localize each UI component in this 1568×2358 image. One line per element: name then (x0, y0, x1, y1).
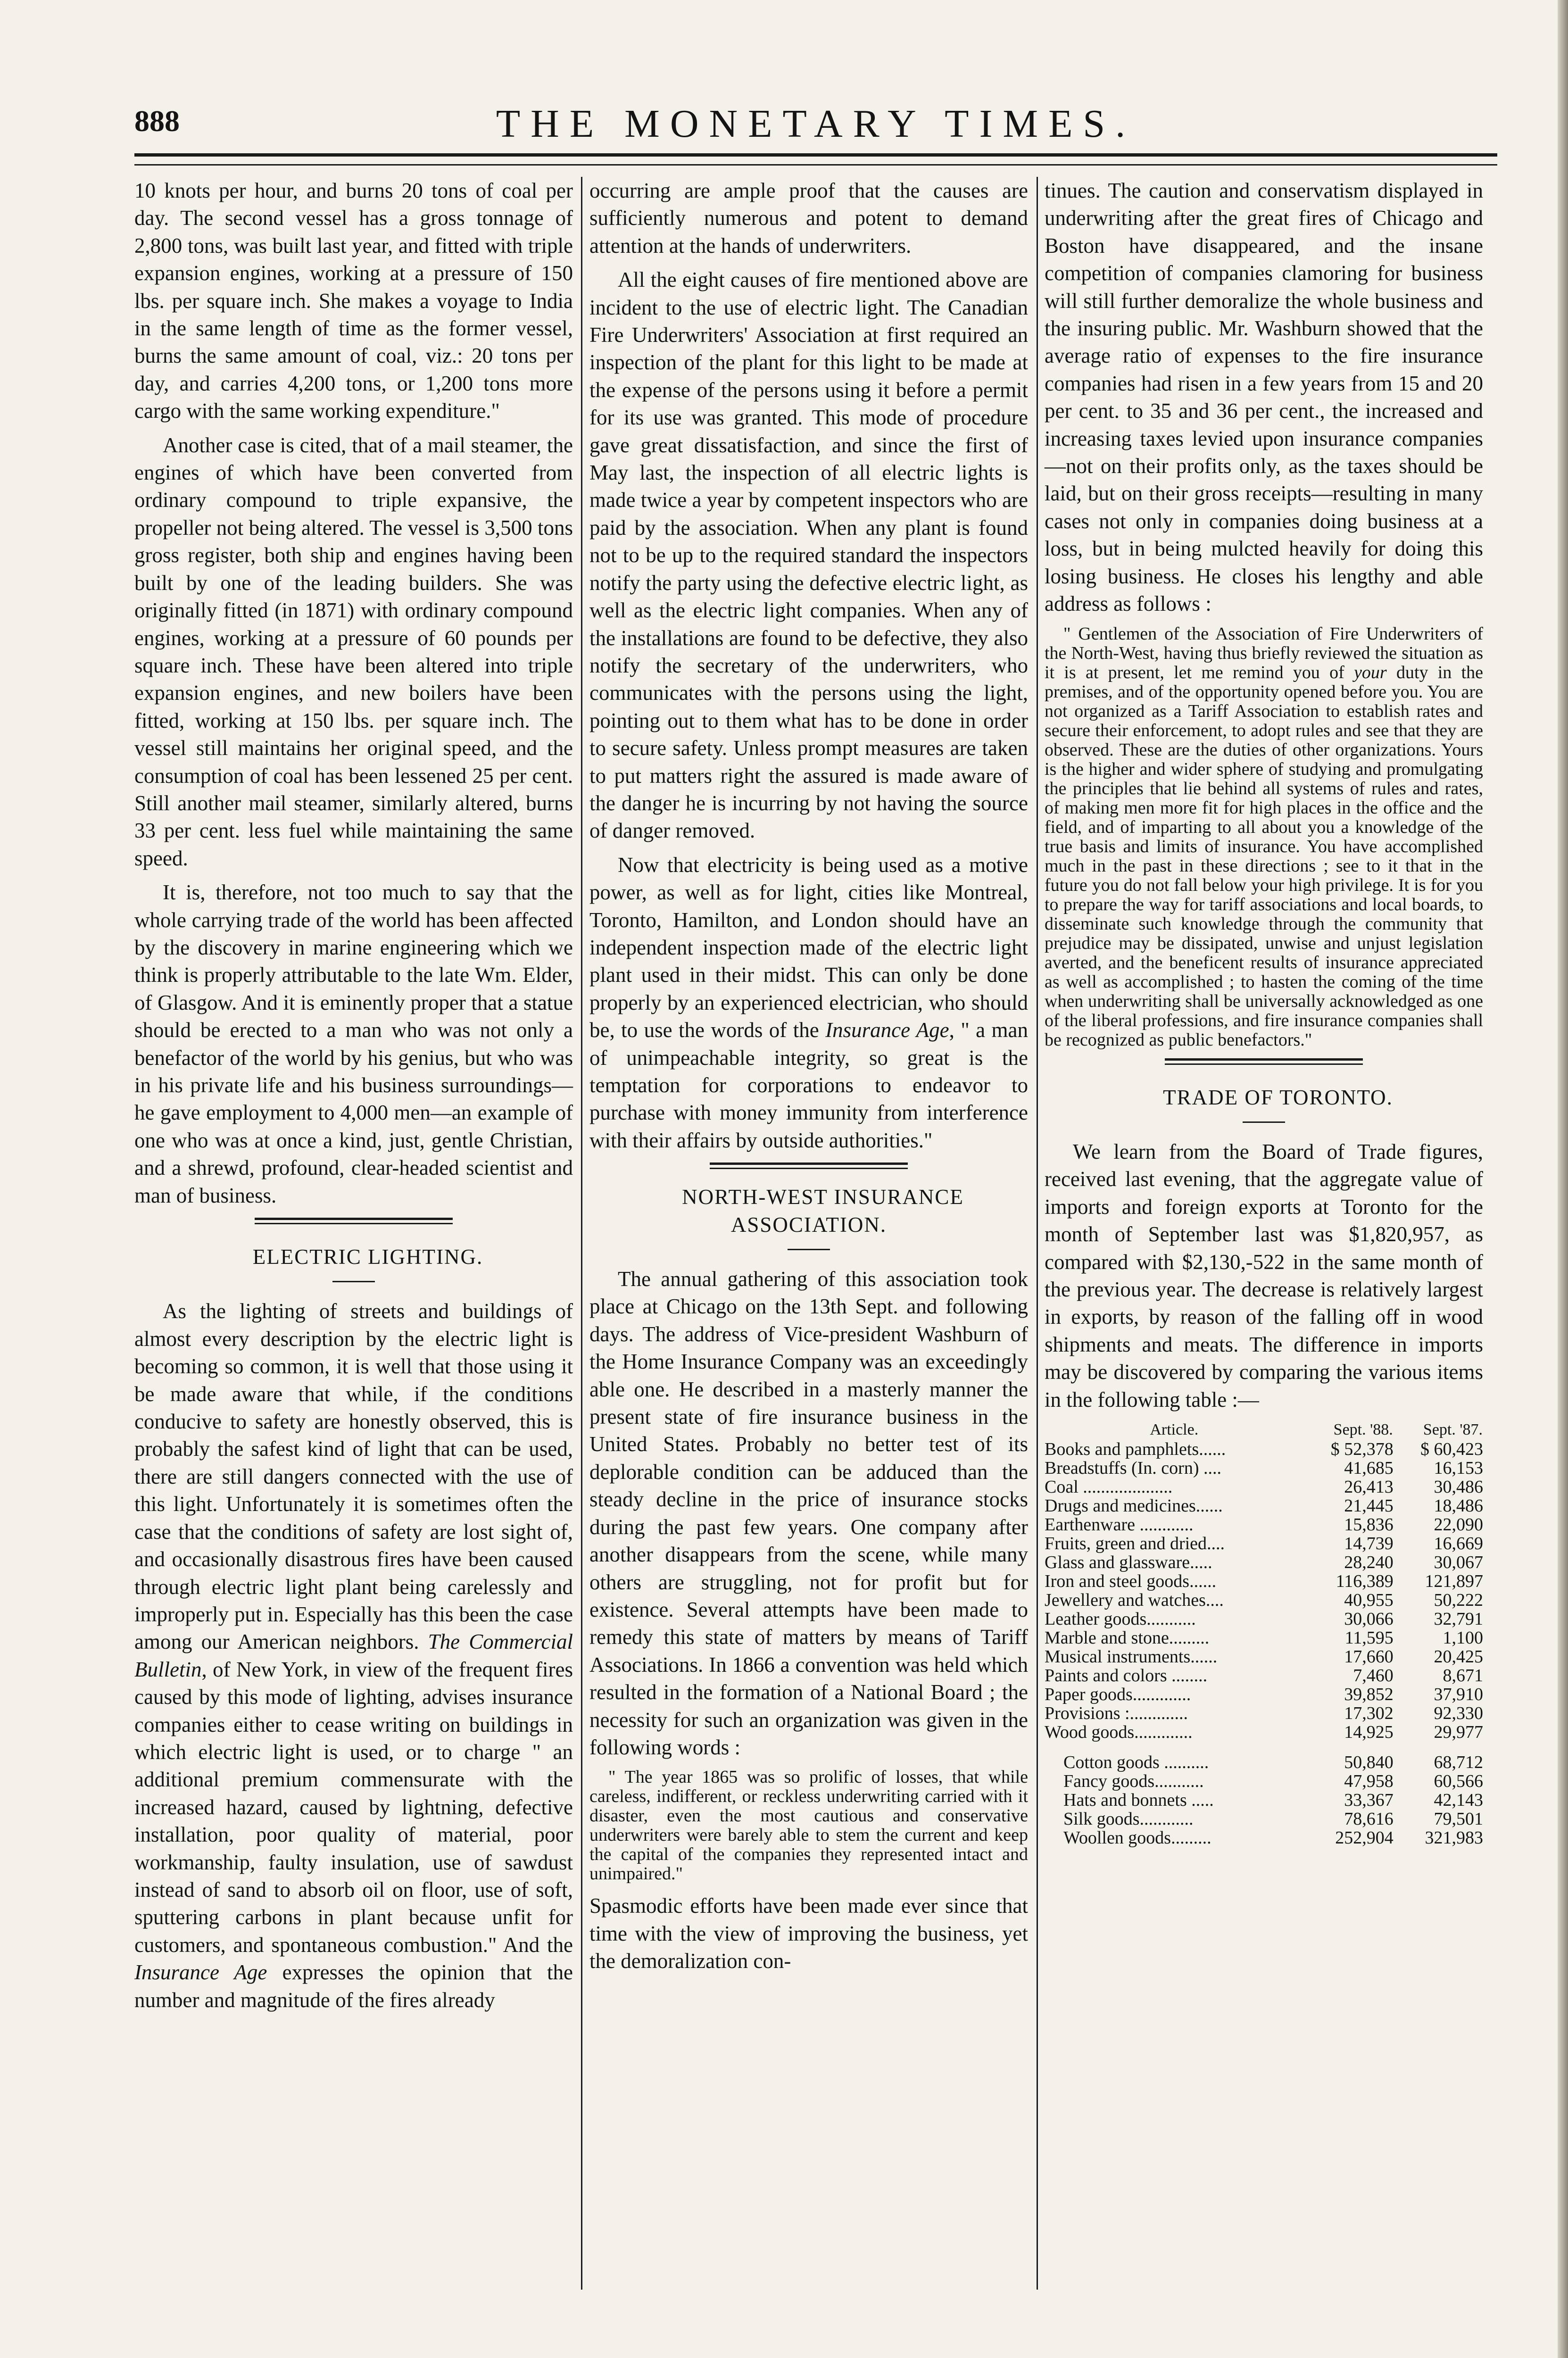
table-row (1045, 1685, 1483, 1704)
table-row (1045, 1478, 1483, 1496)
paragraph (134, 1297, 573, 2014)
paragraph: It is, therefore, not too much to say that the whole carrying trade of the world has been affected by the discovery in marine engineering which we think is properly attributable to the late Wm. Elder, of Glasgow. And it is eminently proper that a statue should be erected to a man who was not only a benefactor of the world by his genius, but who was in his private life and his business surroundings—he gave employment to 4,000 men—an example of one who was at once a kind, just, gentle Christian, and a shrewd, profound, clear-headed scientist and man of business. (134, 880, 573, 1207)
column-3 (1045, 177, 1483, 1847)
paragraph: 10 knots per hour, and burns 20 tons of coal per day. The second vessel has a gross tonnage of 2,800 tons, was built last year, and fitted with triple expansion engines, working at a pressure of 150 lbs. per square inch. She makes a voyage to India in the same length of time as the former vessel, burns the same amount of coal, viz.: 20 tons per day, and carries 4,200 tons, or 1,200 tons more cargo with the same working expenditure." (134, 179, 573, 423)
sept-87-cell: 16,669 (1434, 1533, 1483, 1553)
paragraph: tinues. The caution and conservatism displayed in underwriting after the great fires of Chicago and Boston have disappeared, and the insane competition of companies clamoring for business will still further demoralize the whole business and the insuring public. Mr. Washburn showed that the average ratio of expenses to the fire insurance companies had risen in a few years from 15 and 20 per cent. to 35 and 36 per cent., the increased and increasing taxes levied upon insurance companies—not on their profits only, as the taxes should be laid, but on their gross receipts—resulting in many cases not only in companies doing business at a loss, but in being mulcted heavily for doing this losing business. He closes his lengthy and able address as follows : (1045, 179, 1483, 616)
text-run: As the lighting of streets and buildings of almost every description by the electric light is becoming so common, it is well that those using it be made aware that while, if the conditions conducive to safety are honestly observed, this is probably the safest kind of light that can be used, there are still dangers connected with the use of this light. Unfortunately it is sometimes often the case that the conditions of safety are lost sight of, and occasionally disastrous fires have been caused through electric light plant being carelessly and improperly put in. Especially has this been the case among our American neighbors. (134, 1299, 573, 1654)
sept-88-cell: 41,685 (1344, 1458, 1394, 1478)
sept-88-cell: 50,840 (1344, 1752, 1394, 1772)
article-cell: Silk goods............ (1063, 1809, 1194, 1829)
column-header: Sept. '88. (1333, 1420, 1393, 1438)
trade-table (1045, 1420, 1483, 1847)
sept-87-cell: 1,100 (1443, 1627, 1483, 1648)
section-rule (1165, 1063, 1363, 1065)
table-row (1045, 1772, 1483, 1791)
sept-88-cell: 15,836 (1344, 1514, 1394, 1535)
sept-88-cell: 252,904 (1335, 1827, 1394, 1848)
text-run: expresses the opinion that the number and magnitude of the fires already (134, 1960, 573, 2012)
header-rule (134, 153, 1497, 157)
sept-88-cell: 33,367 (1344, 1790, 1394, 1810)
sept-87-cell: 32,791 (1434, 1609, 1483, 1629)
table-row (1045, 1440, 1483, 1459)
table-row (1045, 1591, 1483, 1610)
sept-87-cell: 321,983 (1425, 1827, 1483, 1848)
heading-dash (332, 1281, 375, 1282)
table-row (1045, 1534, 1483, 1553)
article-cell: Marble and stone......... (1045, 1627, 1210, 1648)
table-body (1045, 1440, 1483, 1847)
section-rule (255, 1218, 453, 1220)
paragraph: We learn from the Board of Trade figures, received last evening, that the aggregate value of imports and foreign exports at Toronto for the month of September last was $1,820,957, as compared with $2,130,-522 in the same month of the previous year. The decrease is relatively largest in exports, by reason of the falling off in wood shipments and meats. The difference in imports may be discovered by comparing the various items in the following table :— (1045, 1139, 1483, 1411)
text-run: " Gentlemen of the Association of Fire Underwriters of the North-West, having thus briefly reviewed the situation as it is at present, let me remind you of (1045, 623, 1483, 682)
table-row (1045, 1553, 1483, 1572)
section-rule (710, 1168, 908, 1169)
column-1 (134, 177, 573, 2020)
article-cell: Books and pamphlets...... (1045, 1439, 1226, 1459)
table-row (1045, 1496, 1483, 1515)
table-header-row (1045, 1420, 1483, 1440)
publication-title: The Commercial Bulletin (134, 1630, 573, 1681)
paragraph: All the eight causes of fire mentioned above are incident to the use of electric light. The Canadian Fire Underwriters' Association at first required an inspection of the plant for this light to be made at the expense of the persons using it before a permit for its use was granted. This mode of procedure gave great dissatisfaction, and since the first of May last, the inspection of all electric lights is made twice a year by competent inspectors who are paid by the association. When any plant is found not to be up to the required standard the inspectors notify the party using the defective electric light, as well as the electric light companies. When any of the installations are found to be defective, they also notify the secretary of the underwriters, who communicates with the persons using the light, pointing out to them what has to be done in order to secure safety. Unless prompt measures are taken to put matters right the assured is made aware of the danger he is incurring by not having the source of danger removed. (589, 268, 1028, 843)
article-cell: Fancy goods........... (1063, 1771, 1204, 1791)
article-cell: Paints and colors ........ (1045, 1665, 1208, 1685)
text-run: duty in the premises, and of the opportunity opened before you. You are not organized as a Tariff Association to establish rates and secure their enforcement, to adopt rules and see that they are observed. These are the duties of other organizations. Yours is the higher and wider sphere of studying and promulgating the principles that lie behind all systems of rules and rates, of making men more fit for high places in the office and the field, and of imparting to all about you a knowledge of the true basis and limits of insurance. You have accomplished much in the past in these directions ; see to it that in the future you do not fall below your high privilege. It is for you to prepare the way for tariff associations and local boards, to disseminate such knowledge through the community that prejudice may be dissipated, unwise and unjust legislation averted, and the beneficent results of insurance appreciated as well as accomplished ; to hasten the coming of the time when underwriting shall be universally acknowledged as one of the liberal professions, and fire insurance companies shall be recognized as public benefactors." (1045, 662, 1484, 1050)
article-cell: Wood goods............. (1045, 1722, 1193, 1742)
sept-88-cell: 7,460 (1353, 1665, 1394, 1685)
table-row (1045, 1791, 1483, 1810)
sept-88-cell: 17,302 (1344, 1703, 1394, 1723)
column-divider (1037, 177, 1038, 2290)
column-divider (581, 177, 582, 2290)
article-cell: Coal .................... (1045, 1477, 1173, 1497)
article-cell: Earthenware ............ (1045, 1514, 1194, 1535)
sept-87-cell: 8,671 (1443, 1665, 1483, 1685)
sept-88-cell: 14,739 (1344, 1533, 1394, 1553)
article-cell: Fruits, green and dried.... (1045, 1533, 1225, 1553)
column-2 (589, 177, 1028, 1982)
block-quote (1045, 624, 1483, 1050)
paragraph: occurring are ample proof that the causes are sufficiently numerous and potent to demand attention at the hands of underwriters. (589, 179, 1028, 257)
table-row (1045, 1723, 1483, 1742)
publication-title: Insurance Age (134, 1960, 267, 1984)
block-quote (589, 1768, 1028, 1884)
article-cell: Woollen goods......... (1063, 1827, 1211, 1848)
sept-87-cell: 29,977 (1434, 1722, 1483, 1742)
article-cell: Jewellery and watches.... (1045, 1590, 1224, 1610)
article-cell: Glass and glassware..... (1045, 1552, 1212, 1572)
sept-87-cell: 42,143 (1434, 1790, 1483, 1810)
sept-88-cell: 17,660 (1344, 1646, 1394, 1667)
page-number: 888 (134, 104, 180, 138)
table-row (1045, 1459, 1483, 1478)
table-row (1045, 1828, 1483, 1847)
table-row (1045, 1753, 1483, 1772)
sept-87-cell: 20,425 (1434, 1646, 1483, 1667)
sept-88-cell: $ 52,378 (1330, 1439, 1394, 1459)
sept-88-cell: 39,852 (1344, 1684, 1394, 1704)
quote-text (1045, 624, 1483, 1050)
sept-88-cell: 26,413 (1344, 1477, 1394, 1497)
article-heading: ELECTRIC LIGHTING. (252, 1245, 483, 1269)
sept-87-cell: 79,501 (1434, 1809, 1483, 1829)
sept-87-cell: 37,910 (1434, 1684, 1483, 1704)
column-header: Article. (1150, 1420, 1199, 1438)
sept-88-cell: 14,925 (1344, 1722, 1394, 1742)
page-edge (1558, 0, 1568, 2358)
sept-87-cell: 22,090 (1434, 1514, 1483, 1535)
table-row (1045, 1704, 1483, 1723)
sept-88-cell: 116,389 (1336, 1571, 1394, 1591)
text-run: , of New York, in view of the frequent fires caused by this mode of lighting, advises insurance companies either to cease writing on buildings in which electric light is used, or to charge " an additional premium commensurate with the increased hazard, caused by lightning, defective installation, poor quality of material, poor workmanship, faulty insulation, use of sawdust instead of sand to absorb oil on floor, use of soft, sputtering carbons in plant because unfit for customers, and spontaneous combustion." And the (134, 1657, 573, 1957)
sept-88-cell: 11,595 (1344, 1627, 1394, 1648)
article-cell: Iron and steel goods...... (1045, 1571, 1217, 1591)
section-rule (1165, 1058, 1363, 1061)
article-cell: Cotton goods .......... (1063, 1752, 1209, 1772)
paragraph: The annual gathering of this association took place at Chicago on the 13th Sept. and following days. The address of Vice-president Washburn of the Home Insurance Company was an exceedingly able one. He described in a masterly manner the present state of fire insurance business in the United States. Probably no better test of its deplorable condition can be adduced than the steady decline in the price of insurance stocks during the past few years. One company after another disappears from the scene, while many others are struggling, not for profit but for existence. Several attempts have been made to remedy this state of matters by means of Tariff Associations. In 1866 a convention was held which resulted in the formation of a National Board ; the necessity for such an organization was given in the following words : (589, 1267, 1028, 1759)
heading-dash (788, 1249, 830, 1250)
sept-87-cell: 30,067 (1434, 1552, 1483, 1572)
column-header: Sept. '87. (1423, 1420, 1483, 1438)
page-header (134, 104, 1497, 160)
paragraph: Another case is cited, that of a mail steamer, the engines of which have been converted from ordinary compound to triple expansive, the propeller not being altered. The vessel is 3,500 tons gross register, both ship and engines having been built by one of the leading builders. She was originally fitted (in 1871) with ordinary compound engines, working at a pressure of 60 pounds per square inch. These have been altered into triple expansion engines, and new boilers have been fitted, working at 150 lbs. per square inch. The vessel still maintains her original speed, and the consumption of coal has been lessened 25 per cent. Still another mail steamer, similarly altered, burns 33 per cent. less fuel while maintaining the same speed. (134, 433, 573, 870)
sept-87-cell: 92,330 (1434, 1703, 1483, 1723)
paragraph: Spasmodic efforts have been made ever since that time with the view of improving the business, yet the demoralization con- (589, 1894, 1028, 1973)
table-row (1045, 1515, 1483, 1534)
article-cell: Musical instruments...... (1045, 1646, 1218, 1667)
sept-87-cell: 18,486 (1434, 1495, 1483, 1516)
heading-dash (1243, 1121, 1285, 1123)
text-run: , " a man of unimpeachable integrity, so great is the temptation for corporations to endeavor to purchase with money immunity from interference with their affairs by outside authorities." (589, 1018, 1028, 1152)
paragraph (589, 851, 1028, 1154)
sept-88-cell: 21,445 (1344, 1495, 1394, 1516)
sept-87-cell: 60,566 (1434, 1771, 1483, 1791)
article-cell: Breadstuffs (In. corn) .... (1045, 1458, 1221, 1478)
emphasis: your (1354, 662, 1387, 682)
article-cell: Drugs and medicines...... (1045, 1495, 1223, 1516)
sept-88-cell: 47,958 (1344, 1771, 1394, 1791)
quote-text: " The year 1865 was so prolific of losses, that while careless, indifferent, or reckless underwriting carried with it disaster, even the most cautious and conservative underwriters were barely able to stem the current and keep the capital of the companies they represented intact and unimpaired." (589, 1767, 1028, 1884)
sept-88-cell: 28,240 (1344, 1552, 1394, 1572)
table-row (1045, 1610, 1483, 1628)
table-row (1045, 1572, 1483, 1591)
section-rule (710, 1162, 908, 1165)
article-cell: Hats and bonnets ..... (1063, 1790, 1214, 1810)
sept-88-cell: 78,616 (1344, 1809, 1394, 1829)
table-row (1045, 1628, 1483, 1647)
text-run: Now that electricity is being used as a motive power, as well as for light, cities like Montreal, Toronto, Hamilton, and London should have an independent inspection made of the electric light plant used in their midst. This can only be done properly by an experienced electrician, who should be, to use the words of the (589, 853, 1028, 1042)
article-heading: NORTH-WEST INSURANCE ASSOCIATION. (682, 1185, 964, 1237)
table-row (1045, 1810, 1483, 1828)
header-rule-thin (134, 164, 1497, 166)
section-rule (255, 1223, 453, 1224)
sept-87-cell: $ 60,423 (1420, 1439, 1483, 1459)
publication-title: Insurance Age (825, 1018, 949, 1042)
article-cell: Leather goods........... (1045, 1609, 1196, 1629)
article-cell: Provisions :............. (1045, 1703, 1188, 1723)
sept-87-cell: 68,712 (1434, 1752, 1483, 1772)
sept-87-cell: 50,222 (1434, 1590, 1483, 1610)
table-row (1045, 1647, 1483, 1666)
article-heading: TRADE OF TORONTO. (1163, 1085, 1393, 1109)
sept-87-cell: 16,153 (1434, 1458, 1483, 1478)
sept-88-cell: 40,955 (1344, 1590, 1394, 1610)
sept-88-cell: 30,066 (1344, 1609, 1394, 1629)
article-cell: Paper goods............. (1045, 1684, 1191, 1704)
table-spacer (1045, 1742, 1483, 1753)
masthead-title: THE MONETARY TIMES. (496, 102, 1136, 146)
table-row (1045, 1666, 1483, 1685)
sept-87-cell: 30,486 (1434, 1477, 1483, 1497)
sept-87-cell: 121,897 (1425, 1571, 1483, 1591)
